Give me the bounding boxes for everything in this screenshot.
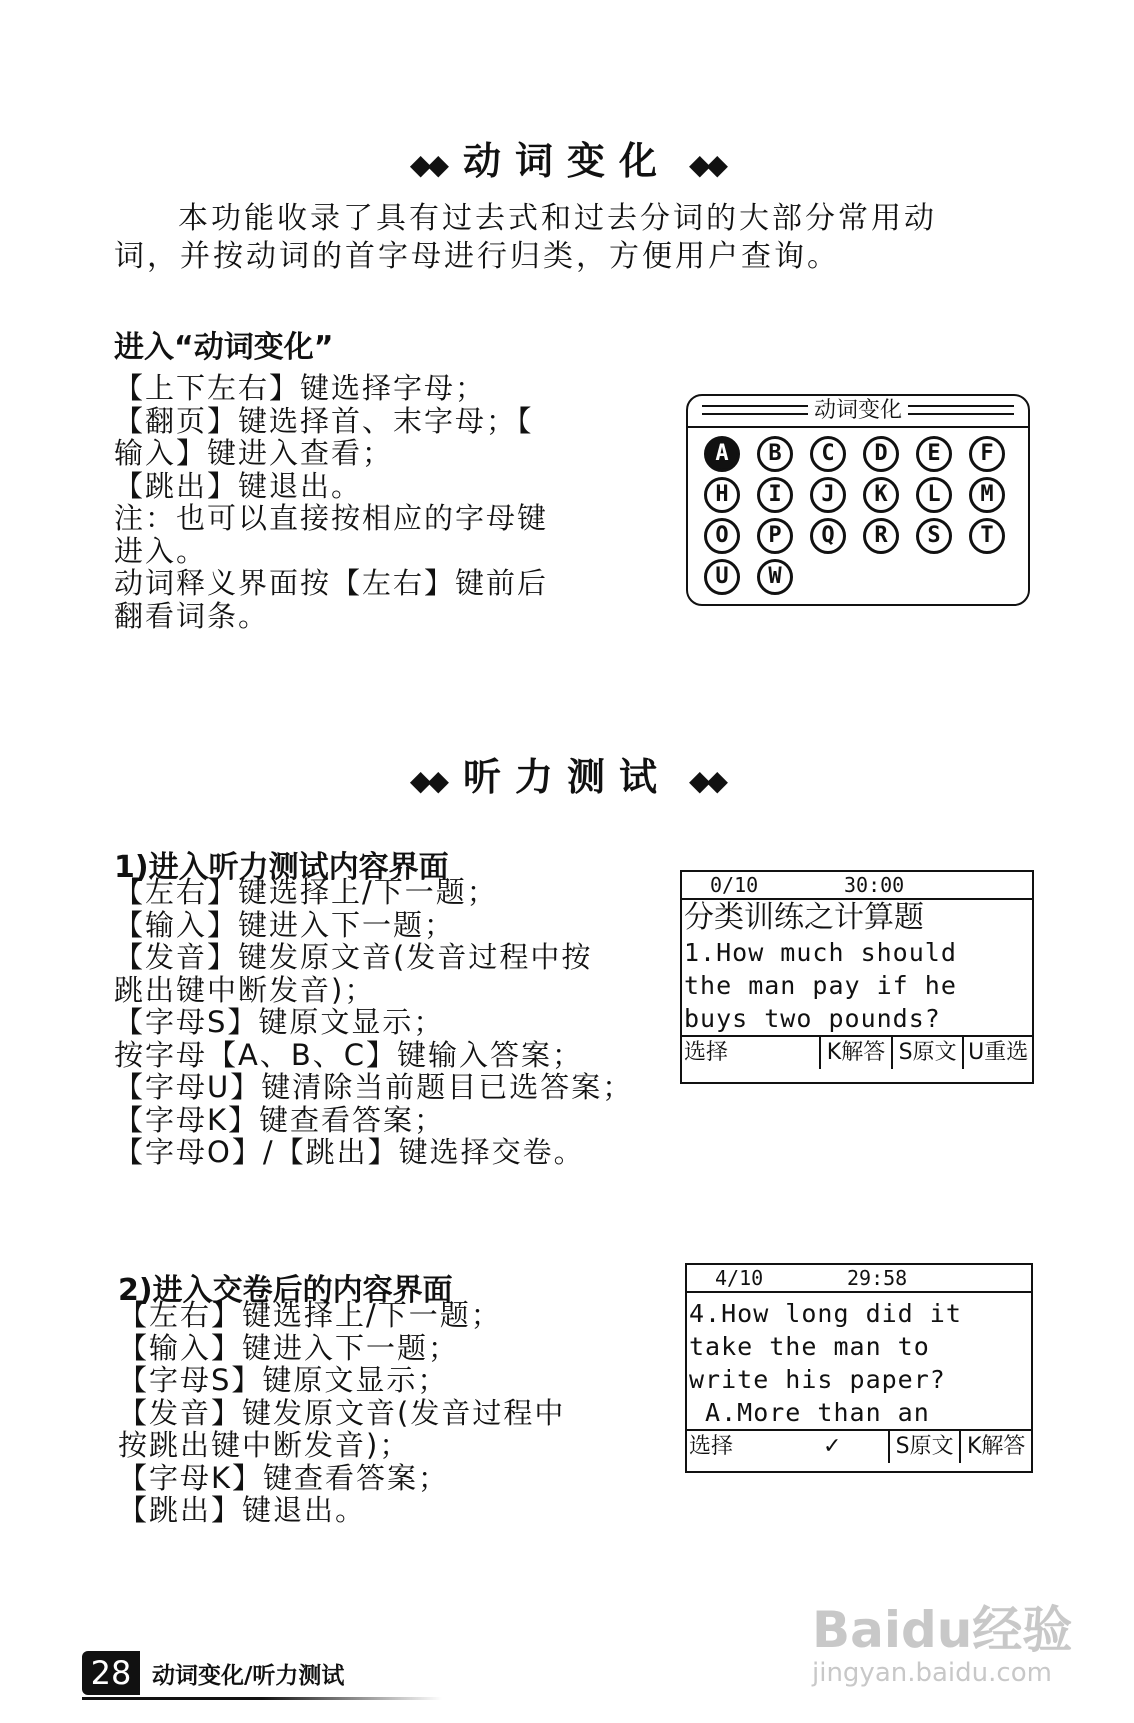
instruction-line: 【左右】键选择上/下一题； <box>114 875 498 909</box>
instruction-line: 【跳出】键退出。 <box>118 1493 367 1527</box>
instruction-line: 动词释义界面按【左右】键前后 <box>114 566 549 600</box>
letter-button[interactable]: P <box>757 518 793 554</box>
instruction-line: 进入。 <box>114 533 208 568</box>
instruction-line: 【字母K】键查看答案； <box>114 1102 446 1137</box>
letter-button[interactable]: U <box>704 559 740 595</box>
letter-button[interactable]: B <box>757 436 793 472</box>
instruction-line: 【字母S】键原文显示； <box>114 1005 445 1039</box>
instruction-line: 跳出键中断发音)； <box>114 972 376 1007</box>
letter-button[interactable]: T <box>969 518 1005 554</box>
softkey-original[interactable]: S原文 <box>890 1431 962 1463</box>
instruction-line: 【发音】键发原文音(发音过程中按 <box>114 940 593 974</box>
question-line: 4.How long did it <box>689 1299 962 1328</box>
status-bar <box>682 872 1032 900</box>
softkey-answer[interactable]: K解答 <box>821 1037 893 1069</box>
timer: 29:58 <box>847 1266 908 1290</box>
section-title-text: 动词变化 <box>462 139 671 183</box>
intro-line: 词，并按动词的首字母进行归类，方便用户查询。 <box>114 239 840 274</box>
letter-button[interactable]: R <box>863 518 899 554</box>
instruction-line: 【左右】键选择上/下一题； <box>118 1298 502 1332</box>
softkey-bar <box>687 1429 1031 1463</box>
softkey-select[interactable]: 选择 <box>682 1037 821 1069</box>
screen-heading: 分类训练之计算题 <box>684 900 924 935</box>
instruction-line: 注：也可以直接按相应的字母键 <box>114 501 549 535</box>
letter-button[interactable]: L <box>916 477 952 513</box>
instruction-line: 【翻页】键选择首、末字母；【 <box>114 403 534 438</box>
letter-button[interactable]: Q <box>810 518 846 554</box>
section-title-verb-forms <box>0 130 1134 185</box>
letter-button[interactable]: O <box>704 518 740 554</box>
instruction-line: 【输入】键进入下一题； <box>114 907 456 942</box>
softkey-reselect[interactable]: U重选 <box>968 1040 1029 1065</box>
progress-counter: 4/10 <box>715 1266 764 1290</box>
screen-title: 动词变化 <box>808 396 908 426</box>
softkey-select[interactable]: 选择 <box>689 1434 734 1459</box>
results-screen <box>685 1263 1033 1473</box>
part2-heading: 2)进入交卷后的内容界面 <box>118 1273 453 1308</box>
part2-instructions <box>118 1299 658 1527</box>
letter-button[interactable]: H <box>704 477 740 513</box>
part1-heading: 1)进入听力测试内容界面 <box>114 850 449 885</box>
softkey-answer[interactable]: K解答 <box>967 1434 1026 1459</box>
question-line: write his paper? <box>689 1365 946 1394</box>
letter-button[interactable]: C <box>810 436 846 472</box>
page-number: 28 <box>82 1651 140 1695</box>
letter-button[interactable]: A <box>704 436 740 472</box>
verb-forms-screen <box>686 394 1030 606</box>
listening-test-screen <box>680 870 1034 1084</box>
progress-counter: 0/10 <box>710 873 759 897</box>
instruction-line: 按字母【A、B、C】键输入答案； <box>114 1037 583 1072</box>
letter-button[interactable]: J <box>810 477 846 513</box>
letter-button[interactable]: E <box>916 436 952 472</box>
instruction-line: 【字母K】键查看答案； <box>118 1460 450 1495</box>
section-title-text: 听力测试 <box>462 755 671 799</box>
question-line: take the man to <box>689 1332 930 1361</box>
footer-rule <box>82 1697 442 1700</box>
instruction-line: 【字母U】键清除当前题目已选答案； <box>114 1070 634 1104</box>
diamond-icon: ◆◆ <box>689 764 725 797</box>
diamond-icon: ◆◆ <box>409 764 445 797</box>
letter-button[interactable]: S <box>916 518 952 554</box>
diamond-icon: ◆◆ <box>689 148 725 181</box>
softkey-bar <box>682 1035 1032 1069</box>
question-line: the man pay if he <box>684 971 957 1000</box>
intro-paragraph <box>114 200 1014 276</box>
question-line: buys two pounds? <box>684 1004 941 1033</box>
letter-button[interactable]: M <box>969 477 1005 513</box>
verb-forms-subhead: 进入“动词变化” <box>114 330 334 365</box>
part1-instructions <box>114 876 674 1169</box>
footer-section-label: 动词变化/听力测试 <box>152 1663 345 1689</box>
answer-line: A.More than an <box>689 1398 930 1427</box>
letter-button[interactable]: I <box>757 477 793 513</box>
watermark-url: jingyan.baidu.com <box>812 1658 1052 1688</box>
softkey-original[interactable]: S原文 <box>893 1037 965 1069</box>
screen-titlebar <box>688 396 1028 428</box>
letter-button[interactable]: W <box>757 559 793 595</box>
timer: 30:00 <box>844 873 905 897</box>
verb-forms-instructions <box>114 372 654 632</box>
letter-grid <box>688 428 1028 595</box>
instruction-line: 翻看词条。 <box>114 598 270 633</box>
intro-line: 本功能收录了具有过去式和过去分词的大部分常用动 <box>178 201 937 236</box>
question-line: 1.How much should <box>684 938 957 967</box>
instruction-line: 输入】键进入查看； <box>114 436 394 470</box>
instruction-line: 【输入】键进入下一题； <box>118 1330 460 1365</box>
instruction-line: 【上下左右】键选择字母； <box>114 371 487 405</box>
letter-button[interactable]: D <box>863 436 899 472</box>
instruction-line: 【字母O】/【跳出】键选择交卷。 <box>114 1135 585 1169</box>
check-icon: ✓ <box>823 1434 842 1459</box>
softkey-select-group <box>687 1431 890 1463</box>
status-bar <box>687 1265 1031 1293</box>
diamond-icon: ◆◆ <box>409 148 445 181</box>
instruction-line: 【发音】键发原文音(发音过程中 <box>118 1395 566 1430</box>
instruction-line: 【跳出】键退出。 <box>114 468 363 503</box>
watermark-brand: Baidu经验 <box>812 1601 1073 1659</box>
section-title-listening-test <box>0 746 1134 801</box>
letter-button[interactable]: F <box>969 436 1005 472</box>
instruction-line: 【字母S】键原文显示； <box>118 1363 449 1397</box>
letter-button[interactable]: K <box>863 477 899 513</box>
instruction-line: 按跳出键中断发音)； <box>118 1428 411 1462</box>
